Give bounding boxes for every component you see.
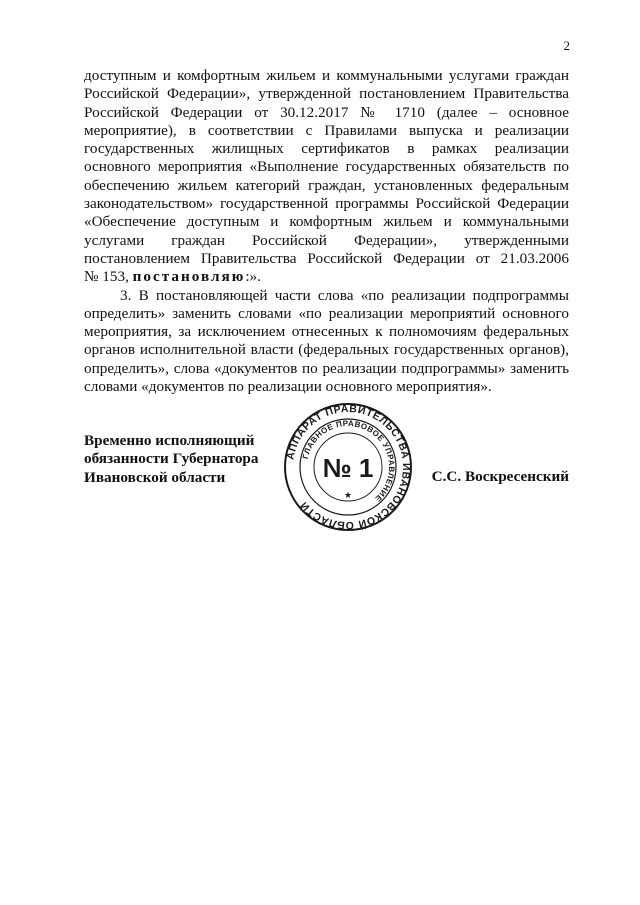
seal-inner-ring-text: ГЛАВНОЕ ПРАВОВОЕ УПРАВЛЕНИЕ — [300, 418, 397, 504]
signatory-name: С.С. Воскресенский — [431, 468, 569, 485]
text-line: «Обеспечение доступным и комфортным жильем и коммунальными — [84, 213, 569, 231]
text-line: доступным и комфортным жильем и коммунальными услугами граждан — [84, 67, 569, 84]
signatory-title-line: обязанности Губернатора — [84, 450, 259, 468]
text-line-last — [84, 268, 569, 286]
seal-center-text: № 1 — [322, 453, 374, 483]
text-line: законодательством» государственной программы Российской Федерации — [84, 195, 569, 213]
seal-star-icon: ★ — [343, 490, 353, 500]
text-line: основного мероприятия «Выполнение государственных обязательств по — [84, 158, 569, 176]
text-line: постановлением Правительства Российской Федерации от 21.03.2006 — [84, 249, 569, 267]
decree-suffix: :». — [245, 268, 261, 286]
text-line: государственных жилищных сертификатов в рамках реализации — [84, 140, 569, 158]
text-line: определить» заменить словами «по реализации мероприятий основного — [84, 304, 569, 322]
text-line: Российской Федерации», утвержденной постановлением Правительства — [84, 85, 569, 103]
text-line: определить», слова «документов по реализации подпрограммы» заменить — [84, 359, 569, 377]
document-body — [84, 67, 569, 396]
text-line: обеспечению жильем категорий граждан, установленных федеральным — [84, 176, 569, 194]
signatory-title-line: Ивановской области — [84, 468, 226, 486]
seal-ring-text: АППАРАТ ПРАВИТЕЛЬСТВА ИВАНОВСКОЙ ОБЛАСТИ — [284, 402, 413, 532]
signatory-title — [84, 432, 258, 487]
text-line: мероприятия, за исключением отнесенных к полномочиям федеральных — [84, 323, 569, 341]
text-line: Российской Федерации от 30.12.2017 № 1710 (далее – основное — [84, 103, 569, 121]
text-line: органов исполнительной власти (федеральных государственных органов), — [84, 341, 569, 359]
text-line: услугами граждан Российской Федерации», утвержденными — [84, 231, 569, 249]
signatory-title-line: Временно исполняющий — [84, 432, 255, 449]
official-seal-stamp — [283, 402, 413, 532]
decree-verb: постановляю — [132, 268, 246, 286]
text-line: мероприятие), в соответствии с Правилами выпуска и реализации — [84, 121, 569, 139]
text-line: 3. В постановляющей части слова «по реализации подпрограммы — [120, 286, 569, 304]
text-line-last: словами «документов по реализации основного мероприятия». — [84, 378, 492, 396]
page-number: 2 — [563, 38, 570, 53]
decree-number: № 153, — [84, 268, 133, 286]
